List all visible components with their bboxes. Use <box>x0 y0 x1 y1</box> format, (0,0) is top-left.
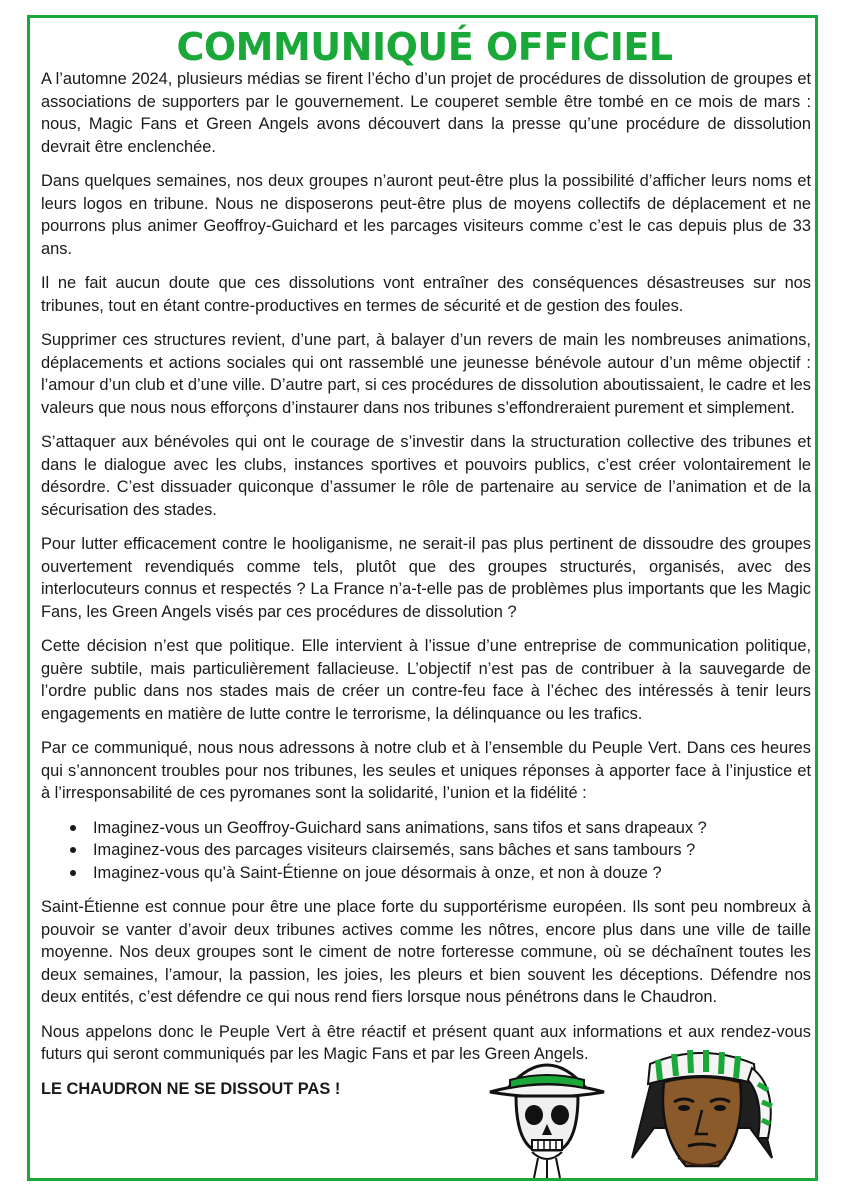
list-item: Imaginez-vous un Geoffroy-Guichard sans animations, sans tifos et sans drapeaux ? <box>93 817 811 840</box>
paragraph: A l’automne 2024, plusieurs médias se firent l’écho d’un projet de procédures de dissolution de groupes et associations de supporters par le gouvernement. Le couperet semble être tombé en ce mois de mars : nous, Magic Fans et Green Angels avons découvert dans la presse qu’une procédure de dissolution devrait être enclenchée. <box>41 70 811 156</box>
paragraph: Il ne fait aucun doute que ces dissolutions vont entraîner des conséquences désastreuses sur nos tribunes, tout en étant contre-productives en termes de sécurité et de gestion des foules. <box>41 274 811 315</box>
paragraph: Pour lutter efficacement contre le hooliganisme, ne serait-il pas plus pertinent de dissoudre des groupes ouvertement revendiqués comme tels, plutôt que des groupes structurés, organisés, avec des interlocuteurs connus et respectés ? La France n’a-t-elle pas de problèmes plus importants que les Magic Fans, les Green Angels visés par ces procédures de dissolution ? <box>41 535 811 621</box>
list-item: Imaginez-vous qu’à Saint-Étienne on joue désormais à onze, et non à douze ? <box>93 862 811 885</box>
paragraph: S’attaquer aux bénévoles qui ont le courage de s’investir dans la structuration collective des tribunes et dans le dialogue avec les clubs, instances sportives et pouvoirs publics, c’est créer volontairement le désordre. C’est dissuader quiconque d’assumer le rôle de partenaire au service de l’animation et de la sécurisation des stades. <box>41 433 811 519</box>
green-angels-mascot-icon <box>622 1038 782 1178</box>
paragraph: Par ce communiqué, nous nous adressons à notre club et à l’ensemble du Peuple Vert. Dans ces heures qui s’annoncent troubles pour nos tribunes, les seules et uniques réponses à apporter face à l’injustice et à l’irresponsabilité de ces pyromanes sont la solidarité, l’union et la fidélité : <box>41 739 811 802</box>
page-title: COMMUNIQUÉ OFFICIEL <box>176 25 673 69</box>
communique-body <box>41 68 811 1112</box>
slogan: LE CHAUDRON NE SE DISSOUT PAS ! <box>41 1079 341 1098</box>
paragraph: Dans quelques semaines, nos deux groupes n’auront peut-être plus la possibilité d’afficher leurs noms et leurs logos en tribune. Nous ne disposerons peut-être plus de moyens collectifs de déplacement et ne pourrons plus animer Geoffroy-Guichard et les parcages visiteurs comme c’est le cas depuis plus de 33 ans. <box>41 172 811 258</box>
paragraph: Nous appelons donc le Peuple Vert à être réactif et présent quant aux informations et aux rendez-vous futurs qui seront communiqués par les Magic Fans et par les Green Angels. <box>41 1022 811 1063</box>
bullet-list <box>41 817 811 885</box>
skull-mascot-icon <box>488 1040 606 1180</box>
list-item: Imaginez-vous des parcages visiteurs clairsemés, sans bâches et sans tambours ? <box>93 839 811 862</box>
paragraph: Cette décision n’est que politique. Elle intervient à l’issue d’une entreprise de communication politique, guère subtile, mais particulièrement fallacieuse. L’objectif n’est pas de contribuer à la sauvegarde de l’ordre public dans nos stades mais de créer un contre-feu face à l’échec des intéressés à tenir leurs engagements en matière de lutte contre le terrorisme, la délinquance ou les trafics. <box>41 637 811 723</box>
paragraph: Saint-Étienne est connue pour être une place forte du supportérisme européen. Ils sont peu nombreux à pouvoir se vanter d’avoir deux tribunes actives comme les nôtres, encore plus dans une ville de taille moyenne. Nos deux groupes sont le ciment de notre forteresse commune, où se déchaînent toutes les deux semaines, l’amour, la passion, les joies, les pleurs et bien souvent les déceptions. Défendre nos deux entités, c’est défendre ce qui nous rend fiers lorsque nous pénétrons dans le Chaudron. <box>41 898 811 1006</box>
paragraph: Supprimer ces structures revient, d’une part, à balayer d’un revers de main les nombreuses animations, déplacements et actions sociales qui ont rassemblé une jeunesse bénévole autour d’un même objectif : l’amour d’un club et d’une ville. D’autre part, si ces procédures de dissolution aboutissaient, le cadre et les valeurs que nous nous efforçons d’instaurer dans nos tribunes s’effondreraient purement et simplement. <box>41 331 811 417</box>
